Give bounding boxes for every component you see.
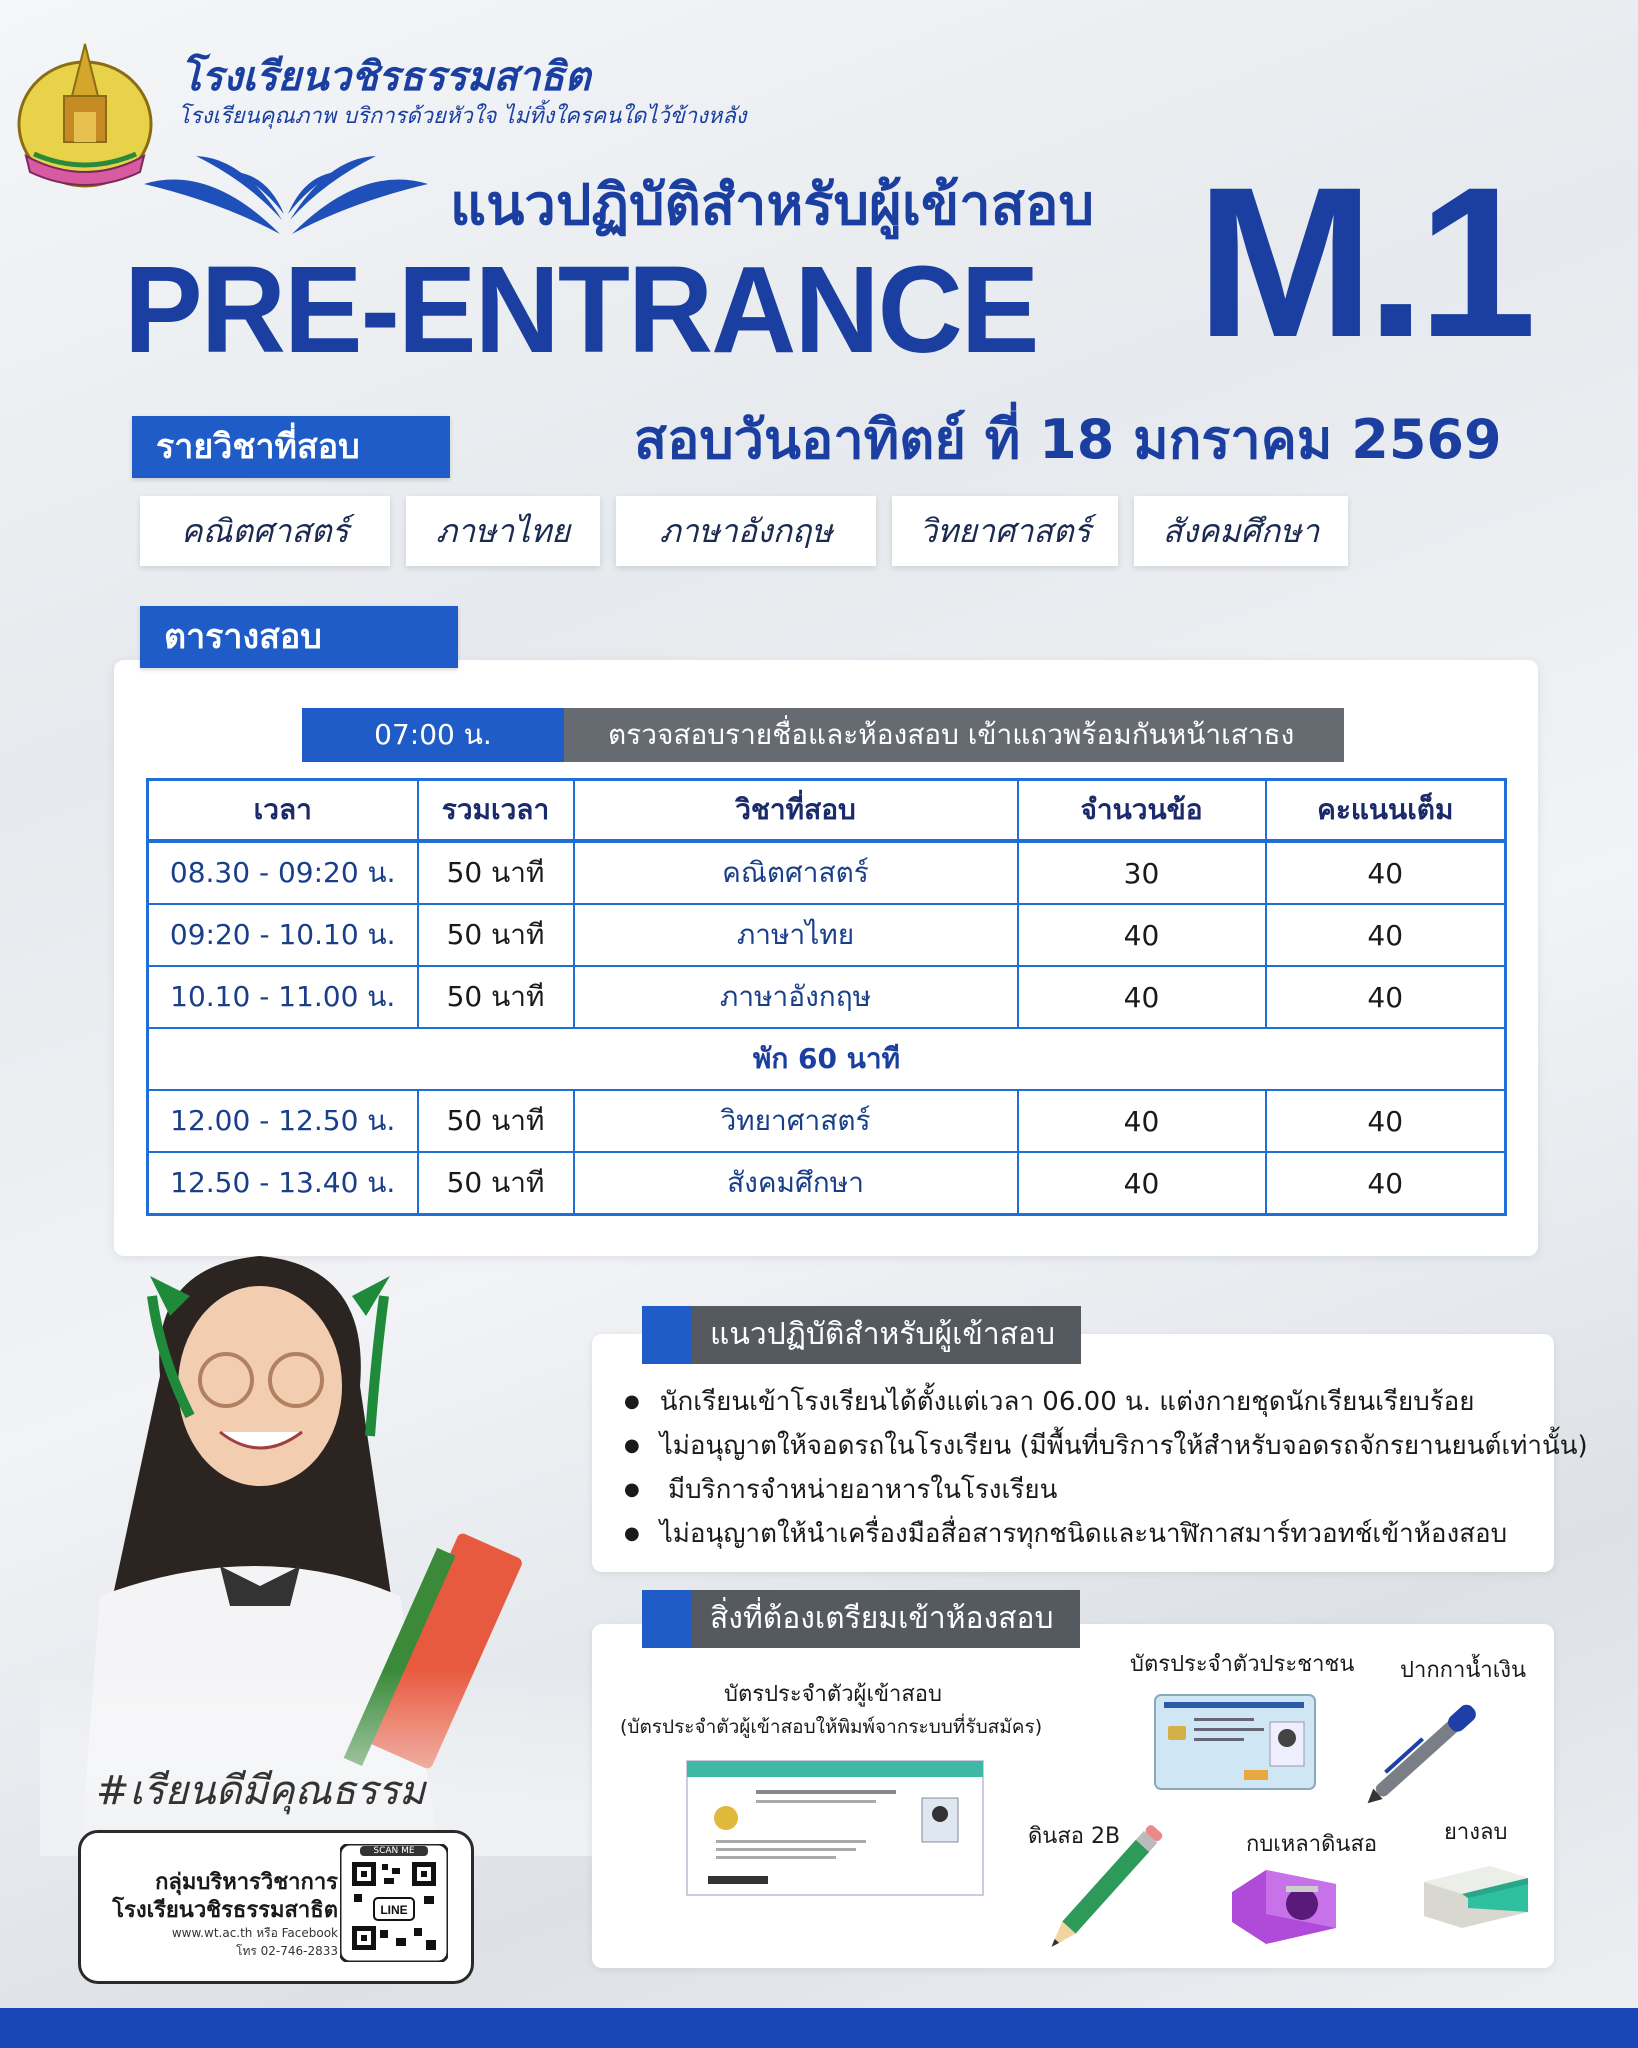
- time-cell: 09:20 - 10.10 น.: [148, 904, 418, 966]
- exam-card-label: บัตรประจำตัวผู้เข้าสอบ: [724, 1682, 942, 1707]
- line-qr-code-icon[interactable]: [340, 1844, 448, 1962]
- questions-cell: 40: [1018, 966, 1266, 1028]
- questions-cell: 40: [1018, 1090, 1266, 1152]
- table-row: [148, 841, 1506, 904]
- grade-level-title: M.1: [1196, 143, 1529, 382]
- svg-text:LINE: LINE: [380, 1903, 408, 1917]
- pencil-label: ดินสอ 2B: [1028, 1824, 1121, 1849]
- id-card-label: บัตรประจำตัวประชาชน: [1130, 1652, 1355, 1677]
- main-title-thai: แนวปฏิบัติสำหรับผู้เข้าสอบ: [450, 173, 1095, 238]
- duration-cell: 50 นาที: [418, 966, 574, 1028]
- header-accent: [642, 1306, 692, 1364]
- break-row: [148, 1028, 1506, 1090]
- score-cell: 40: [1266, 904, 1506, 966]
- exam-card-note: (บัตรประจำตัวผู้เข้าสอบให้พิมพ์จากระบบที่รับสมัคร): [620, 1716, 1043, 1738]
- eraser-icon: [1420, 1852, 1532, 1934]
- pre-entrance-title: PRE-ENTRANCE: [124, 240, 1038, 380]
- hashtag: #เรียนดีมีคุณธรรม: [96, 1768, 426, 1814]
- time-cell: 12.50 - 13.40 น.: [148, 1152, 418, 1215]
- prepare-header: [642, 1590, 1080, 1648]
- checkin-bar: [302, 708, 1344, 762]
- school-logo: [14, 36, 156, 192]
- duration-cell: 50 นาที: [418, 904, 574, 966]
- score-cell: 40: [1266, 1090, 1506, 1152]
- score-cell: 40: [1266, 966, 1506, 1028]
- subject-cell: สังคมศึกษา: [574, 1152, 1018, 1215]
- table-header-row: [148, 780, 1506, 842]
- national-id-card-icon: [1154, 1694, 1316, 1790]
- table-row: [148, 966, 1506, 1028]
- guidelines-title: แนวปฏิบัติสำหรับผู้เข้าสอบ: [692, 1306, 1081, 1364]
- schedule-label: ตารางสอบ: [140, 606, 458, 668]
- duration-cell: 50 นาที: [418, 1090, 574, 1152]
- subject-list: [140, 496, 1348, 566]
- subject-chip: วิทยาศาสตร์: [892, 496, 1118, 566]
- break-cell: พัก 60 นาที: [148, 1028, 1506, 1090]
- table-row: [148, 1152, 1506, 1215]
- column-header: วิชาที่สอบ: [574, 780, 1018, 842]
- guidelines-header: [642, 1306, 1081, 1364]
- guidelines-list: [624, 1380, 1588, 1556]
- list-item: ● ไม่อนุญาตให้จอดรถในโรงเรียน (มีพื้นที่บริการให้สำหรับจอดรถจักรยานยนต์เท่านั้น): [624, 1424, 1588, 1468]
- open-book-icon: [140, 150, 432, 240]
- contact-department: กลุ่มบริหารวิชาการ: [155, 1870, 338, 1895]
- duration-cell: 50 นาที: [418, 841, 574, 904]
- subject-chip: คณิตศาสตร์: [140, 496, 390, 566]
- column-header: รวมเวลา: [418, 780, 574, 842]
- qr-scan-label: SCAN ME: [360, 1846, 428, 1856]
- subject-cell: ภาษาอังกฤษ: [574, 966, 1018, 1028]
- questions-cell: 40: [1018, 904, 1266, 966]
- header-accent: [642, 1590, 692, 1648]
- duration-cell: 50 นาที: [418, 1152, 574, 1215]
- school-motto: โรงเรียนคุณภาพ บริการด้วยหัวใจ ไม่ทิ้งใครคนใดไว้ข้างหลัง: [178, 104, 747, 129]
- subject-chip: ภาษาอังกฤษ: [616, 496, 876, 566]
- pen-label: ปากกาน้ำเงิน: [1400, 1658, 1527, 1683]
- subject-cell: ภาษาไทย: [574, 904, 1018, 966]
- subject-cell: วิทยาศาสตร์: [574, 1090, 1018, 1152]
- contact-school: โรงเรียนวชิรธรรมสาธิต: [112, 1898, 338, 1923]
- time-cell: 12.00 - 12.50 น.: [148, 1090, 418, 1152]
- blue-pen-icon: [1360, 1682, 1500, 1812]
- subject-cell: คณิตศาสตร์: [574, 841, 1018, 904]
- subject-chip: ภาษาไทย: [406, 496, 600, 566]
- exam-date: สอบวันอาทิตย์ ที่ 18 มกราคม 2569: [634, 408, 1502, 471]
- school-name: โรงเรียนวชิรธรรมสาธิต: [180, 54, 591, 100]
- sharpener-icon: [1226, 1862, 1346, 1948]
- list-item: ● มีบริการจำหน่ายอาหารในโรงเรียน: [624, 1468, 1588, 1512]
- contact-website: www.wt.ac.th หรือ Facebook: [171, 1926, 338, 1940]
- checkin-time: 07:00 น.: [302, 708, 564, 762]
- column-header: คะแนนเต็ม: [1266, 780, 1506, 842]
- table-row: [148, 904, 1506, 966]
- column-header: จำนวนข้อ: [1018, 780, 1266, 842]
- questions-cell: 30: [1018, 841, 1266, 904]
- time-cell: 08.30 - 09:20 น.: [148, 841, 418, 904]
- footer-bar: [0, 2008, 1638, 2048]
- eraser-label: ยางลบ: [1444, 1820, 1508, 1845]
- checkin-text: ตรวจสอบรายชื่อและห้องสอบ เข้าแถวพร้อมกันหน้าเสาธง: [564, 708, 1344, 762]
- exam-admission-card-icon: [686, 1760, 984, 1896]
- list-item: ● นักเรียนเข้าโรงเรียนได้ตั้งแต่เวลา 06.00 น. แต่งกายชุดนักเรียนเรียบร้อย: [624, 1380, 1588, 1424]
- exam-schedule-table: [146, 778, 1507, 1216]
- list-item: ● ไม่อนุญาตให้นำเครื่องมือสื่อสารทุกชนิดและนาฬิกาสมาร์ทวอทช์เข้าห้องสอบ: [624, 1512, 1588, 1556]
- score-cell: 40: [1266, 841, 1506, 904]
- table-row: [148, 1090, 1506, 1152]
- questions-cell: 40: [1018, 1152, 1266, 1215]
- prepare-title: สิ่งที่ต้องเตรียมเข้าห้องสอบ: [692, 1590, 1080, 1648]
- subjects-label: รายวิชาที่สอบ: [132, 416, 450, 478]
- column-header: เวลา: [148, 780, 418, 842]
- sharpener-label: กบเหลาดินสอ: [1246, 1832, 1378, 1857]
- contact-phone: โทร 02-746-2833: [236, 1944, 338, 1958]
- time-cell: 10.10 - 11.00 น.: [148, 966, 418, 1028]
- score-cell: 40: [1266, 1152, 1506, 1215]
- subject-chip: สังคมศึกษา: [1134, 496, 1348, 566]
- pencil-icon: [1030, 1808, 1180, 1964]
